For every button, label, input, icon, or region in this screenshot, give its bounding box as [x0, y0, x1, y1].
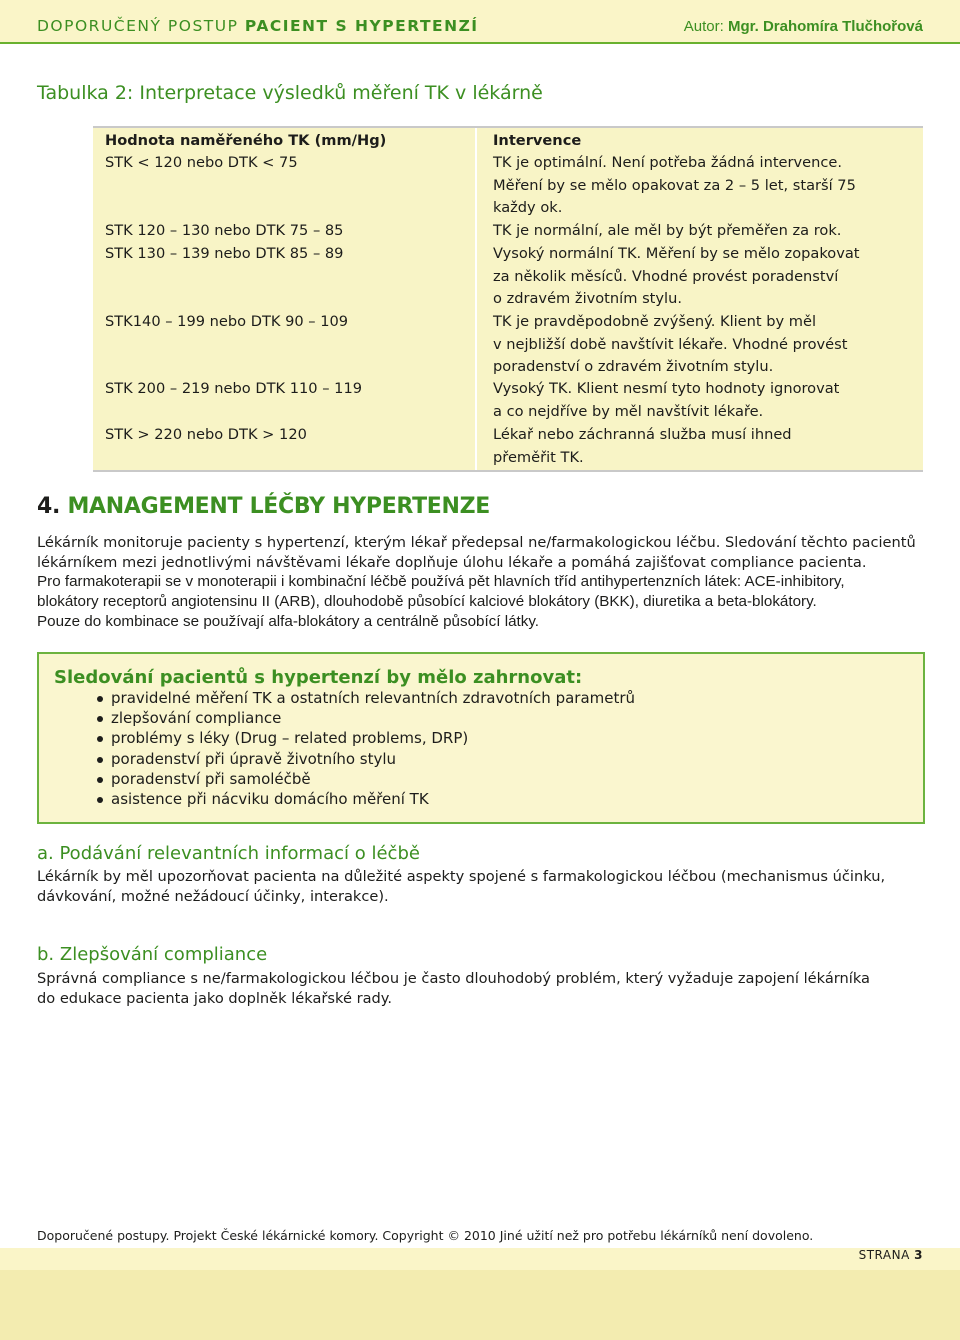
- list-item: [111, 789, 635, 809]
- bullet-icon: [97, 716, 103, 722]
- list-item-text: zlepšování compliance: [111, 709, 282, 728]
- list-item-text: asistence při nácviku domácího měření TK: [111, 790, 429, 809]
- intervention-line: přeměřit TK.: [493, 448, 584, 466]
- table-row-intervention: [493, 243, 913, 311]
- bullet-icon: [97, 797, 103, 803]
- intervention-line: TK je optimální. Není potřeba žádná intervence.: [493, 154, 843, 171]
- monitoring-list: [111, 688, 635, 809]
- header-series-label: DOPORUČENÝ POSTUP: [37, 17, 239, 35]
- paragraph-line: Lékárník by měl upozorňovat pacienta na důležité aspekty spojené s farmakologickou léčbou (mechanismus účinku,: [37, 868, 886, 885]
- table-row-intervention: [493, 220, 913, 243]
- header-topic: PACIENT S HYPERTENZÍ: [244, 17, 479, 35]
- list-item: [111, 688, 635, 708]
- monitoring-box-title: Sledování pacientů s hypertenzí by mělo zahrnovat:: [54, 667, 583, 688]
- subsection-b-title: b. Zlepšování compliance: [37, 944, 268, 965]
- bullet-icon: [97, 757, 103, 763]
- section-4-paragraph-2: [37, 572, 927, 631]
- table-header-value: Hodnota naměřeného TK (mm/Hg): [105, 132, 387, 149]
- bullet-icon: [97, 777, 103, 783]
- header-series: [37, 17, 479, 35]
- section-4-number: 4.: [37, 494, 61, 519]
- list-item: [111, 708, 635, 728]
- list-item: [111, 769, 635, 789]
- intervention-line: o zdravém životním stylu.: [493, 290, 682, 307]
- table-row-value: STK < 120 nebo DTK < 75: [105, 154, 298, 171]
- table-title: Tabulka 2: Interpretace výsledků měření TK v lékárně: [37, 82, 543, 104]
- intervention-line: a co nejdříve by měl navštívit lékaře.: [493, 402, 764, 420]
- table-row-value: STK 120 – 130 nebo DTK 75 – 85: [105, 222, 344, 239]
- table-header-intervention: Intervence: [493, 132, 582, 149]
- intervention-line: za několik měsíců. Vhodné provést poradenství: [493, 267, 839, 285]
- table-row-intervention: [493, 424, 913, 469]
- bullet-icon: [97, 696, 103, 702]
- bullet-icon: [97, 736, 103, 742]
- paragraph-line: lékárníkem mezi jednotlivými návštěvami lékaře doplňuje úlohu lékaře a pomáhá zajišťovat compliance pacienta.: [37, 553, 867, 571]
- paragraph-line: Pro farmakoterapii se v monoterapii i kombinační léčbě používá pět hlavních tříd antihypertenzních látek: ACE-inhibitory,: [37, 573, 845, 590]
- monitoring-box: [37, 652, 925, 824]
- subsection-b-text: [37, 969, 927, 1009]
- footer-copyright: Doporučené postupy. Projekt České lékárnické komory. Copyright © 2010 Jiné užití než pro potřebu lékárníků není dovoleno.: [37, 1228, 814, 1243]
- table-row-value: STK140 – 199 nebo DTK 90 – 109: [105, 313, 349, 330]
- intervention-line: každy ok.: [493, 199, 563, 216]
- list-item-text: poradenství při úpravě životního stylu: [111, 749, 397, 768]
- bp-interpretation-table: [93, 126, 923, 472]
- table-row-intervention: [493, 311, 913, 379]
- footer-band: [0, 1270, 960, 1340]
- intervention-line: Měření by se mělo opakovat za 2 – 5 let, starší 75: [493, 176, 856, 194]
- section-4-heading: MANAGEMENT LÉČBY HYPERTENZE: [67, 494, 491, 519]
- header-author: [684, 18, 923, 35]
- intervention-line: poradenství o zdravém životním stylu.: [493, 358, 774, 375]
- section-4-paragraph-1: [37, 533, 927, 573]
- table-row-intervention: [493, 152, 913, 220]
- author-label: Autor:: [683, 18, 724, 35]
- page-label: STRANA: [858, 1248, 910, 1262]
- paragraph-line: dávkování, možné nežádoucí účinky, interakce).: [37, 887, 389, 905]
- intervention-line: Vysoký TK. Klient nesmí tyto hodnoty ignorovat: [493, 380, 840, 397]
- intervention-line: v nejbližší době navštívit lékaře. Vhodné provést: [493, 335, 848, 353]
- table-row-value: STK 130 – 139 nebo DTK 85 – 89: [105, 245, 344, 262]
- subsection-a-title: a. Podávání relevantních informací o léčbě: [37, 843, 420, 864]
- list-item: [111, 728, 635, 748]
- subsection-a-text: [37, 867, 927, 907]
- table-column-divider: [475, 128, 477, 470]
- intervention-line: Vysoký normální TK. Měření by se mělo zopakovat: [493, 245, 860, 262]
- list-item-text: poradenství při samoléčbě: [111, 769, 311, 788]
- list-item: [111, 749, 635, 769]
- intervention-line: TK je normální, ale měl by být přeměřen za rok.: [493, 222, 842, 239]
- paragraph-line: Pouze do kombinace se používají alfa-blokátory a centrálně působící látky.: [37, 612, 540, 630]
- paragraph-line: Lékárník monitoruje pacienty s hypertenzí, kterým lékař předepsal ne/farmakologickou léčbu. Sledování těchto pacientů: [37, 534, 916, 551]
- table-row-value: STK 200 – 219 nebo DTK 110 – 119: [105, 380, 363, 397]
- paragraph-line: blokátory receptorů angiotensinu II (ARB), dlouhodobě působící kalciové blokátory (BKK), diuretika a beta-blokátory.: [37, 592, 817, 610]
- list-item-text: pravidelné měření TK a ostatních relevantních zdravotních parametrů: [111, 689, 636, 707]
- paragraph-line: Správná compliance s ne/farmakologickou léčbou je často dlouhodobý problém, který vyžaduje zapojení lékárníka: [37, 970, 870, 987]
- list-item-text: problémy s léky (Drug – related problems, DRP): [111, 729, 469, 748]
- paragraph-line: do edukace pacienta jako doplněk lékařské rady.: [37, 989, 392, 1007]
- page-number: [859, 1248, 923, 1262]
- intervention-line: TK je pravděpodobně zvýšený. Klient by měl: [493, 313, 817, 330]
- table-row-value: STK > 220 nebo DTK > 120: [105, 426, 307, 443]
- author-name: Mgr. Drahomíra Tlučhořová: [727, 18, 923, 35]
- page-number-value: 3: [914, 1248, 923, 1262]
- page-header: [0, 0, 960, 44]
- table-row-intervention: [493, 378, 913, 423]
- section-4-title: [37, 494, 490, 519]
- intervention-line: Lékař nebo záchranná služba musí ihned: [493, 426, 792, 443]
